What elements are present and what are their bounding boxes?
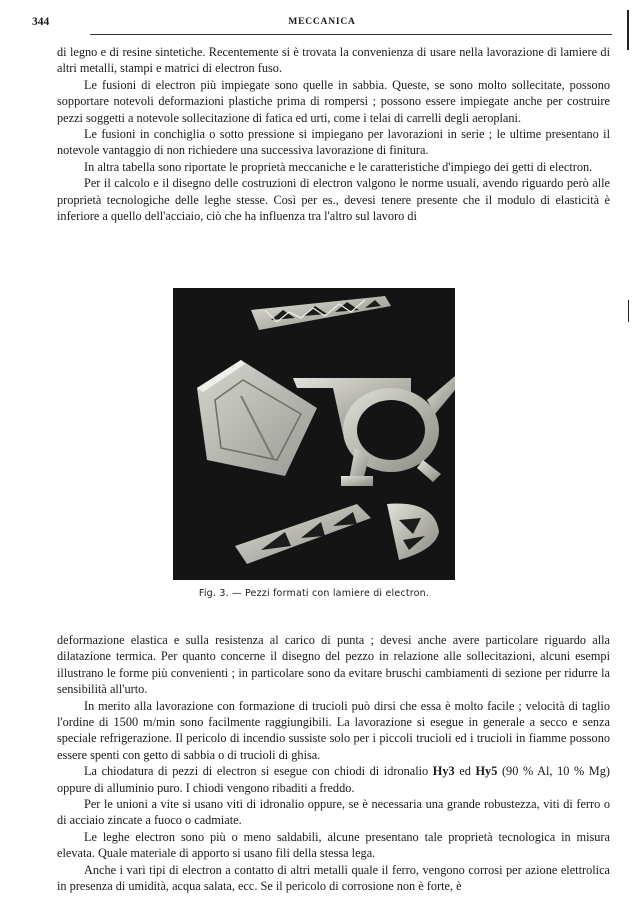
rivet-text-after: (90 % Al, 10 % Mg) oppure di alluminio puro. I chiodi vengono ribaditi a freddo. xyxy=(57,764,610,795)
paragraph: Per le unioni a vite si usano viti di idronalio oppure, se è necessaria una grande robustezza, viti di ferro o di acciaio zincate a fuoco o cadmiate. xyxy=(57,797,610,828)
scan-edge-mark xyxy=(627,10,629,50)
paragraph: In altra tabella sono riportate le proprietà meccaniche e le caratteristiche d'impiego dei getti di electron. xyxy=(84,159,593,174)
page-header xyxy=(32,12,612,32)
header-rule xyxy=(90,34,612,35)
paragraph-rivets xyxy=(57,763,610,796)
rivet-text-before: La chiodatura di pezzi di electron si esegue con chiodi di idronalio xyxy=(84,764,433,779)
paragraph: Le fusioni in conchiglia o sotto pressione si impiegano per lavorazioni in serie ; le ultime presentano il notevole vantaggio di non richiedere una successiva lavorazione di finitura. xyxy=(57,127,610,158)
paragraph: deformazione elastica e sulla resistenza al carico di punta ; devesi anche avere particolare riguardo alla dilatazione termica. Per quanto concerne il disegno del pezzo in relazione alle sollecitazioni, alcuni esempi illustrano le forme più convenienti ; in particolare sono da evitare bruschi cambiamenti di sezione per ridurre la sensibilità all'urto. xyxy=(57,633,610,697)
paragraph: In merito alla lavorazione con formazione di trucioli può dirsi che essa è molto facile ; velocità di taglio l'ordine di 1500 m/min sono facilmente raggiungibili. La lavorazione si esegue in generale a secco e senza speciale refrigerazione. Il pericolo di incendio sussiste solo per i piccoli trucioli ed i trucioli in fiamme possono essere spenti con getto di sabbia o di trucioli di ghisa. xyxy=(57,698,610,762)
bottom-text-block xyxy=(57,632,610,895)
figure-caption: Fig. 3. — Pezzi formati con lamiere di electron. xyxy=(198,588,430,599)
paragraph: di legno e di resine sintetiche. Recentemente si è trovata la convenienza di usare nella lavorazione di lamiere di altri metalli, stampi e matrici di electron fuso. xyxy=(57,45,610,76)
rivet-text-middle: ed xyxy=(454,764,476,779)
paragraph: Le leghe electron sono più o meno saldabili, alcune presentano tale proprietà tecnologica in misura elevata. Quale materiale di apporto si usano fili della stessa lega. xyxy=(57,829,610,861)
paragraph: Anche i vari tipi di electron a contatto di altri metalli quale il ferro, vengono corrosi per azione elettrolica in presenza di umidità, acqua salata, ecc. Se il pericolo di corrosione non è forte, è xyxy=(57,862,610,894)
paragraph: Le fusioni di electron più impiegate sono quelle in sabbia. Queste, se sono molto sollecitate, possono sopportare notevoli deformazioni plastiche prima di rompersi ; possono essere impiegate anche per costruire pezzi soggetti a notevole sollecitazione di fatica ed urti, come i telai di carrelli degli aeroplani. xyxy=(57,77,610,125)
running-title: MECCANICA xyxy=(288,17,356,27)
scan-edge-mark xyxy=(628,300,629,322)
top-text-block xyxy=(57,44,610,224)
page-number: 344 xyxy=(32,16,50,28)
figure-photo xyxy=(173,288,455,580)
paragraph: Per il calcolo e il disegno delle costruzioni di electron valgono le norme usuali, avendo riguardo però alle proprietà tecnologiche delle leghe stesse. Così per es., devesi tenere presente che il modulo di elasticità è inferiore a quello dell'acciaio, ciò che ha influenza tra l'altro sul lavoro di xyxy=(57,176,610,224)
alloy-code: Hy3 xyxy=(432,764,455,779)
alloy-code: Hy5 xyxy=(475,764,498,779)
